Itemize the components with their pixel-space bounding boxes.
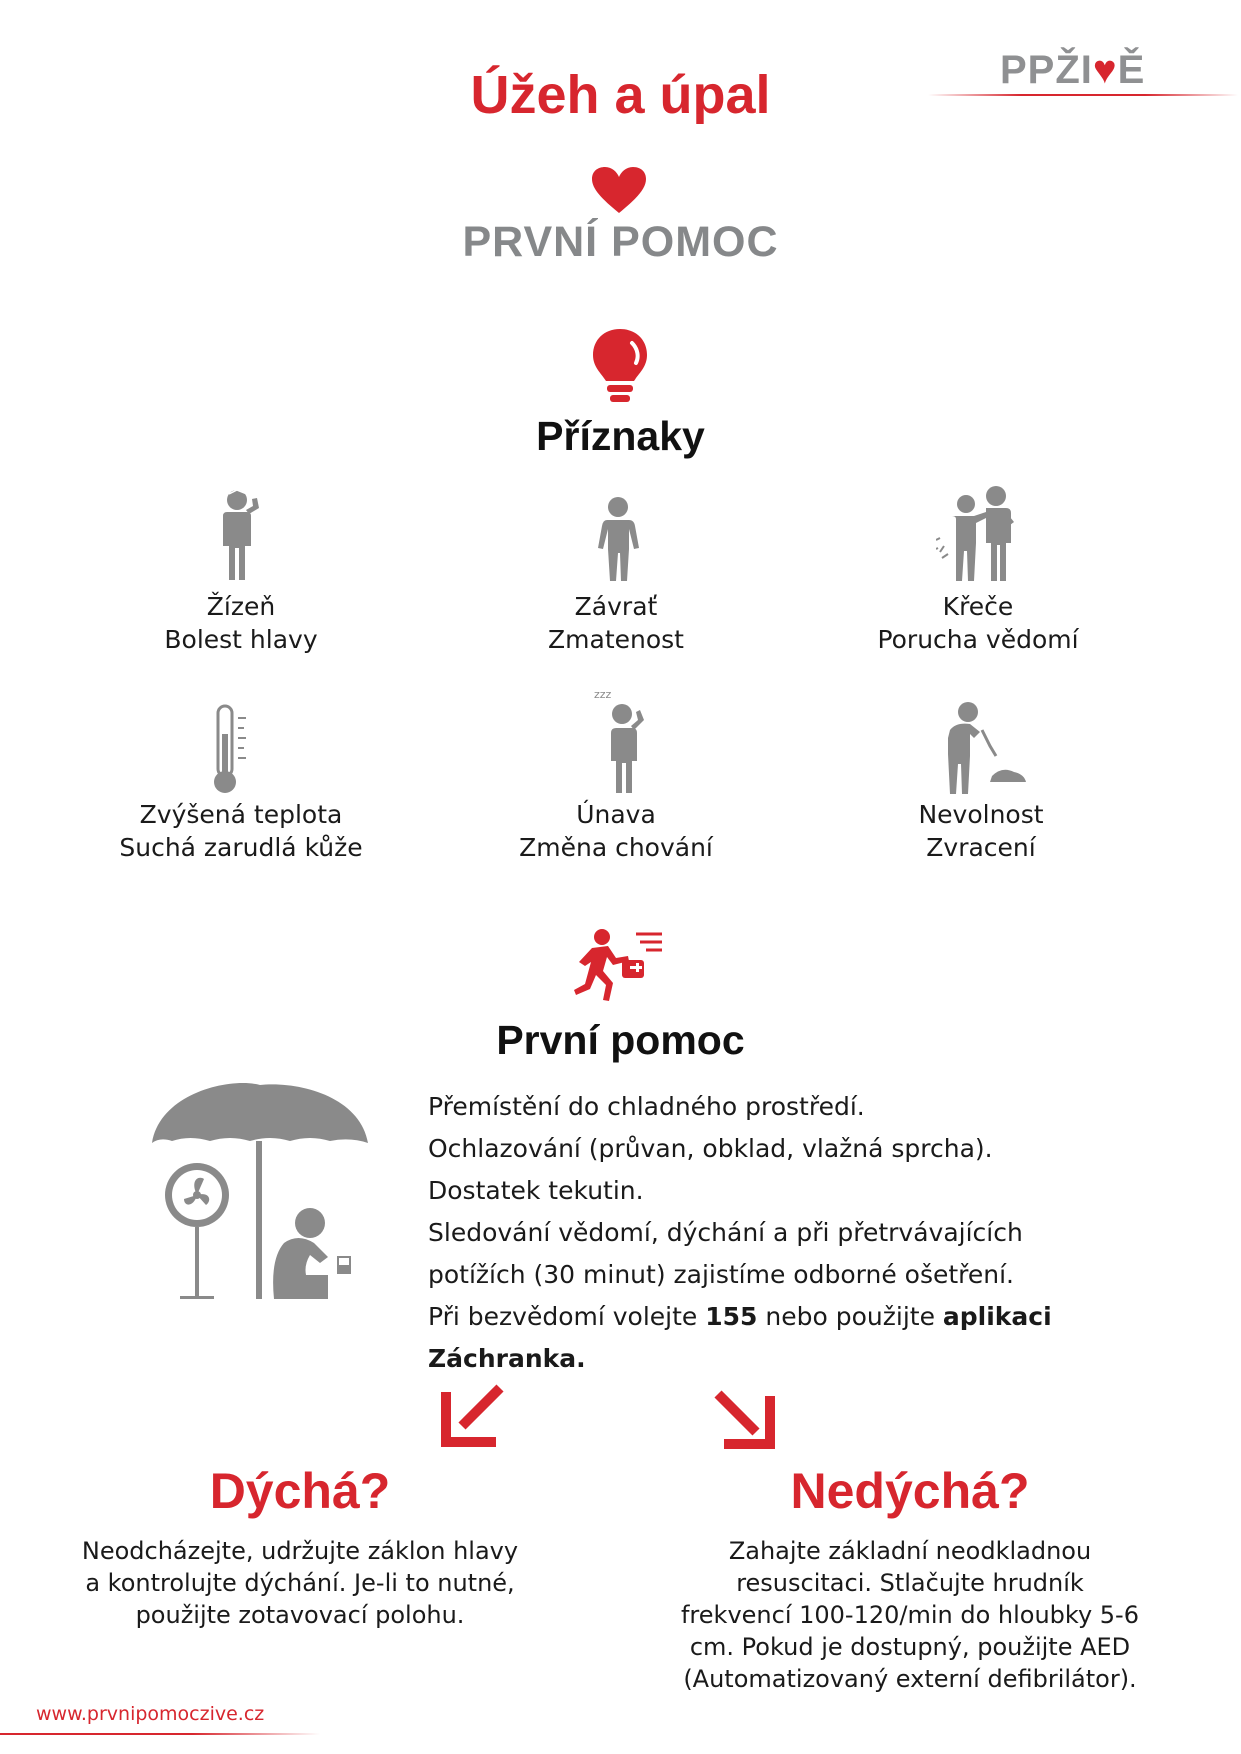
svg-text:zzz: zzz (594, 688, 612, 701)
symptom-6 (801, 798, 1161, 864)
first-aid-step-call (428, 1296, 1148, 1338)
running-rescuer-icon (574, 928, 666, 1006)
not-breathing-line: cm. Pokud je dostupný, použijte AED (689, 1633, 1131, 1661)
symptom-label: Křeče (942, 592, 1014, 621)
symptom-label: Zvracení (926, 833, 1036, 862)
vomiting-person-icon (936, 700, 1026, 796)
first-aid-heading: První pomoc (496, 1017, 745, 1063)
first-aid-step: Ochlazování (průvan, obklad, vlažná sprcha). (428, 1134, 993, 1163)
breathing-question: Dýchá? (209, 1463, 391, 1519)
logo-heart-icon: ♥ (1092, 48, 1118, 92)
footer-underline (0, 1733, 320, 1735)
breathing-line: Neodcházejte, udržujte záklon hlavy (81, 1537, 519, 1565)
dizzy-person-icon (593, 496, 647, 582)
umbrella-shade-scene-icon (150, 1083, 370, 1303)
not-breathing-question: Nedýchá? (790, 1463, 1030, 1519)
symptom-label: Zvýšená teplota (139, 800, 343, 829)
tired-person-icon (594, 686, 654, 794)
breathing-line: a kontrolujte dýchání. Je-li to nutné, (85, 1569, 515, 1597)
symptom-label: Bolest hlavy (164, 625, 318, 654)
symptom-1 (61, 590, 421, 656)
call-text: nebo použijte (757, 1302, 943, 1331)
not-breathing-line: resuscitaci. Stlačujte hrudník (736, 1569, 1084, 1597)
first-aid-step: Sledování vědomí, dýchání a při přetrvávajících (428, 1218, 1023, 1247)
lightbulb-icon (590, 327, 650, 405)
symptom-5 (436, 798, 796, 864)
logo-text-e: Ě (1117, 48, 1146, 92)
page-title: Úžeh a úpal (470, 65, 771, 125)
logo-text-pp: PP (1000, 48, 1056, 92)
app-name: Záchranka (428, 1344, 577, 1373)
head-pain-person-icon (215, 488, 265, 582)
not-breathing-line: (Automatizovaný externí defibrilátor). (683, 1665, 1137, 1693)
first-aid-step: Dostatek tekutin. (428, 1176, 644, 1205)
symptom-3 (798, 590, 1158, 656)
app-name: aplikaci (942, 1302, 1052, 1331)
symptom-2 (436, 590, 796, 656)
symptom-label: Porucha vědomí (877, 625, 1079, 654)
first-aid-step: potížích (30 minut) zajistíme odborné ošetření. (428, 1260, 1014, 1289)
symptom-label: Únava (576, 800, 656, 829)
symptom-label: Nevolnost (918, 800, 1044, 829)
symptom-label: Zmatenost (548, 625, 684, 654)
not-breathing-line: frekvencí 100-120/min do hloubky 5-6 (680, 1601, 1139, 1629)
breathing-line: použijte zotavovací polohu. (135, 1601, 465, 1629)
supported-person-icon (936, 486, 1020, 582)
footer-url[interactable]: www.prvnipomoczive.cz (36, 1703, 265, 1725)
first-aid-step-app (428, 1338, 1148, 1380)
symptom-label: Závrať (574, 592, 658, 621)
app-name-end: . (576, 1344, 586, 1373)
call-text: Při bezvědomí volejte (428, 1302, 706, 1331)
symptoms-heading: Příznaky (536, 413, 705, 459)
symptom-label: Suchá zarudlá kůže (119, 833, 363, 862)
page-subtitle: PRVNÍ POMOC (462, 218, 779, 266)
logo-text-zi: ŽI (1055, 48, 1093, 92)
first-aid-steps (428, 1086, 1148, 1380)
symptom-label: Žízeň (206, 592, 276, 621)
not-breathing-line: Zahajte základní neodkladnou (728, 1537, 1092, 1565)
thermometer-icon (210, 704, 250, 796)
breathing-instructions (40, 1535, 560, 1631)
symptom-label: Změna chování (519, 833, 713, 862)
symptom-4 (61, 798, 421, 864)
not-breathing-instructions (630, 1535, 1190, 1695)
arrow-down-right-icon (710, 1390, 778, 1454)
arrow-down-left-icon (440, 1384, 510, 1448)
heart-icon (592, 167, 646, 215)
first-aid-step: Přemístění do chladného prostředí. (428, 1092, 865, 1121)
emergency-number: 155 (705, 1302, 758, 1331)
